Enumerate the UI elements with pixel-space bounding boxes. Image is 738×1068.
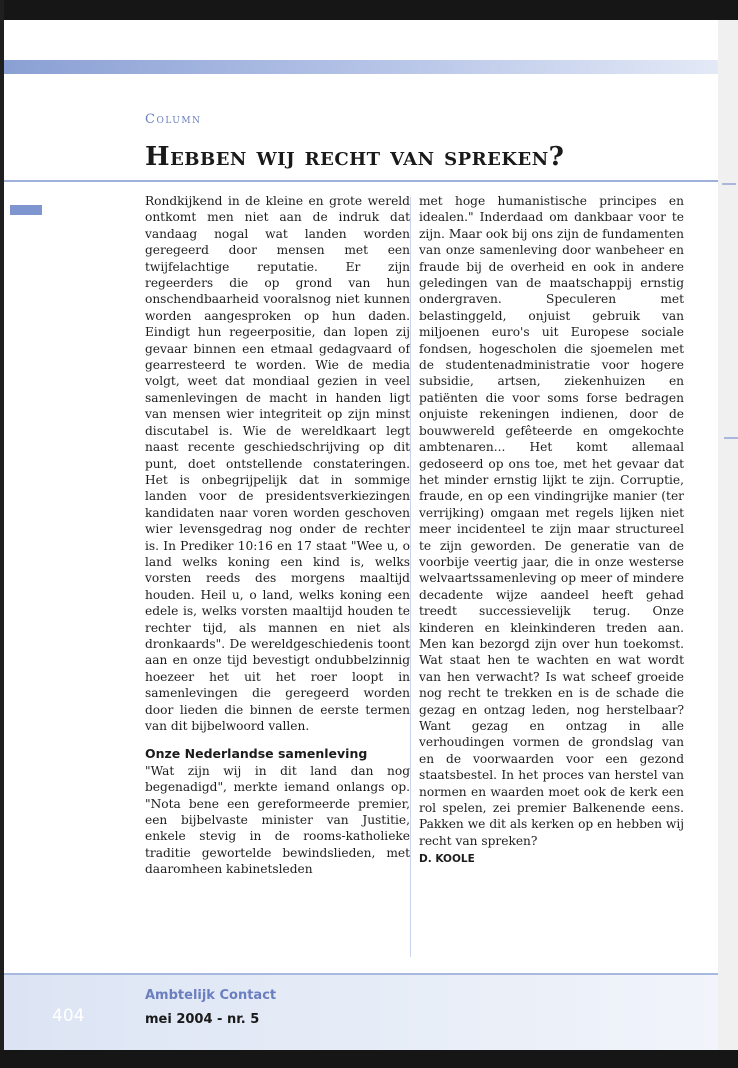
magazine-name: Ambtelijk Contact — [145, 988, 277, 1003]
right-edge-mark — [722, 183, 736, 185]
article-paragraph: Rondkijkend in de kleine en grote wereld ontkomt men niet aan de indruk dat vandaag nogal wat landen worden geregeerd door mensen met een twijfelachtige reputatie. Er zijn regeerders die op grond van hun onschendbaarheid vooralsnog niet kunnen worden aangesproken op hun daden. Eindigt hun regeerpositie, dan lopen zij gevaar binnen een etmaal gedagvaard of gearresteerd te worden. Wie de media volgt, weet dat mondiaal gezien in veel samenlevingen de macht in handen ligt van mensen wier integriteit op zijn minst discutabel is. Wie de wereldkaart legt naast recente geschiedschrijving op dit punt, doet ontstellende constateringen. Het is onbegrijpelijk dat in sommige landen voor de presidentsverkiezingen kandidaten naar voren worden geschoven wier levensgedrag nog onder de rechter is. In Prediker 10:16 en 17 staat "Wee u, o land welks koning een kind is, welks vorsten reeds des morgens maaltijd houden. Heil u, o land, welks koning een edele is, welks vorsten maaltijd houden te rechter tijd, als mannen en niet als dronkaards". De wereldgeschiedenis toont aan en onze tijd bevestigt ondubbelzinnig hoezeer het uit het roer loopt in samenlevingen die geregeerd worden door lieden die binnen de eerste termen van dit bijbelwoord vallen. — [145, 194, 410, 733]
title-divider — [4, 180, 718, 182]
adjacent-page-edge — [718, 20, 738, 1050]
article-column-right — [419, 193, 684, 953]
scan-border-bottom — [0, 1050, 738, 1068]
article-paragraph: "Wat zijn wij in dit land dan nog begenadigd", merkte iemand onlangs op. "Nota bene een gereformeerde premier, een bijbelvaste minister van Justitie, enkele stevig in de rooms-katholieke traditie gewortelde bewindslieden, met daaromheen kabinetsleden — [145, 763, 410, 877]
right-edge-mark — [724, 437, 738, 439]
article-column-left — [145, 193, 410, 953]
article-author: D. KOOLE — [419, 853, 475, 866]
page-number: 404 — [52, 1006, 85, 1026]
article-subheading: Onze Nederlandse samenleving — [145, 746, 368, 762]
scan-border-left — [0, 0, 4, 1068]
scan-border-top — [0, 0, 738, 20]
footer-band — [4, 973, 718, 1052]
column-divider — [410, 197, 411, 957]
article-title: Hebben wij recht van spreken? — [145, 142, 565, 172]
section-label: Column — [145, 112, 202, 127]
issue-info: mei 2004 - nr. 5 — [145, 1012, 260, 1027]
margin-marker — [10, 205, 42, 215]
article-paragraph: met hoge humanistische principes en idealen." Inderdaad om dankbaar voor te zijn. Maar ook bij ons zijn de fundamenten van onze samenleving door wanbeheer en fraude bij de overheid en ook in andere geledingen van de maatschappij ernstig ondergraven. Speculeren met belastinggeld, onjuist gebruik van miljoenen euro's uit Europese sociale fondsen, hogescholen die sjoemelen met de studentenadministratie voor hogere subsidie, artsen, ziekenhuizen en patiënten die voor soms forse bedragen onjuiste rekeningen indienen, door de bouwwereld gefêteerde en omgekochte ambtenaren... Het komt allemaal gedoseerd op ons toe, met het gevaar dat het minder ernstig lijkt te zijn. Corruptie, fraude, en op een vindingrijke manier (ter verrijking) omgaan met regels lijken niet meer incidenteel te zijn maar structureel te zijn geworden. De generatie van de voorbije veertig jaar, die in onze westerse welvaartssamenleving op meer of mindere decadente wijze aandeel heeft gehad treedt successievelijk terug. Onze kinderen en kleinkinderen treden aan. Men kan bezorgd zijn over hun toekomst. Wat staat hen te wachten en wat wordt van hen verwacht? Is wat scheef groeide nog recht te trekken en is de schade die gezag en ontzag leden, nog herstelbaar? Want gezag en ontzag in alle verhoudingen vormen de grondslag van en de voorwaarden voor een gezond staatsbestel. In het proces van herstel van normen en waarden moet ook de kerk een rol spelen, zei premier Balkenende eens. Pakken we dit als kerken op en hebben wij recht van spreken? — [419, 194, 684, 848]
header-color-band — [4, 60, 718, 74]
